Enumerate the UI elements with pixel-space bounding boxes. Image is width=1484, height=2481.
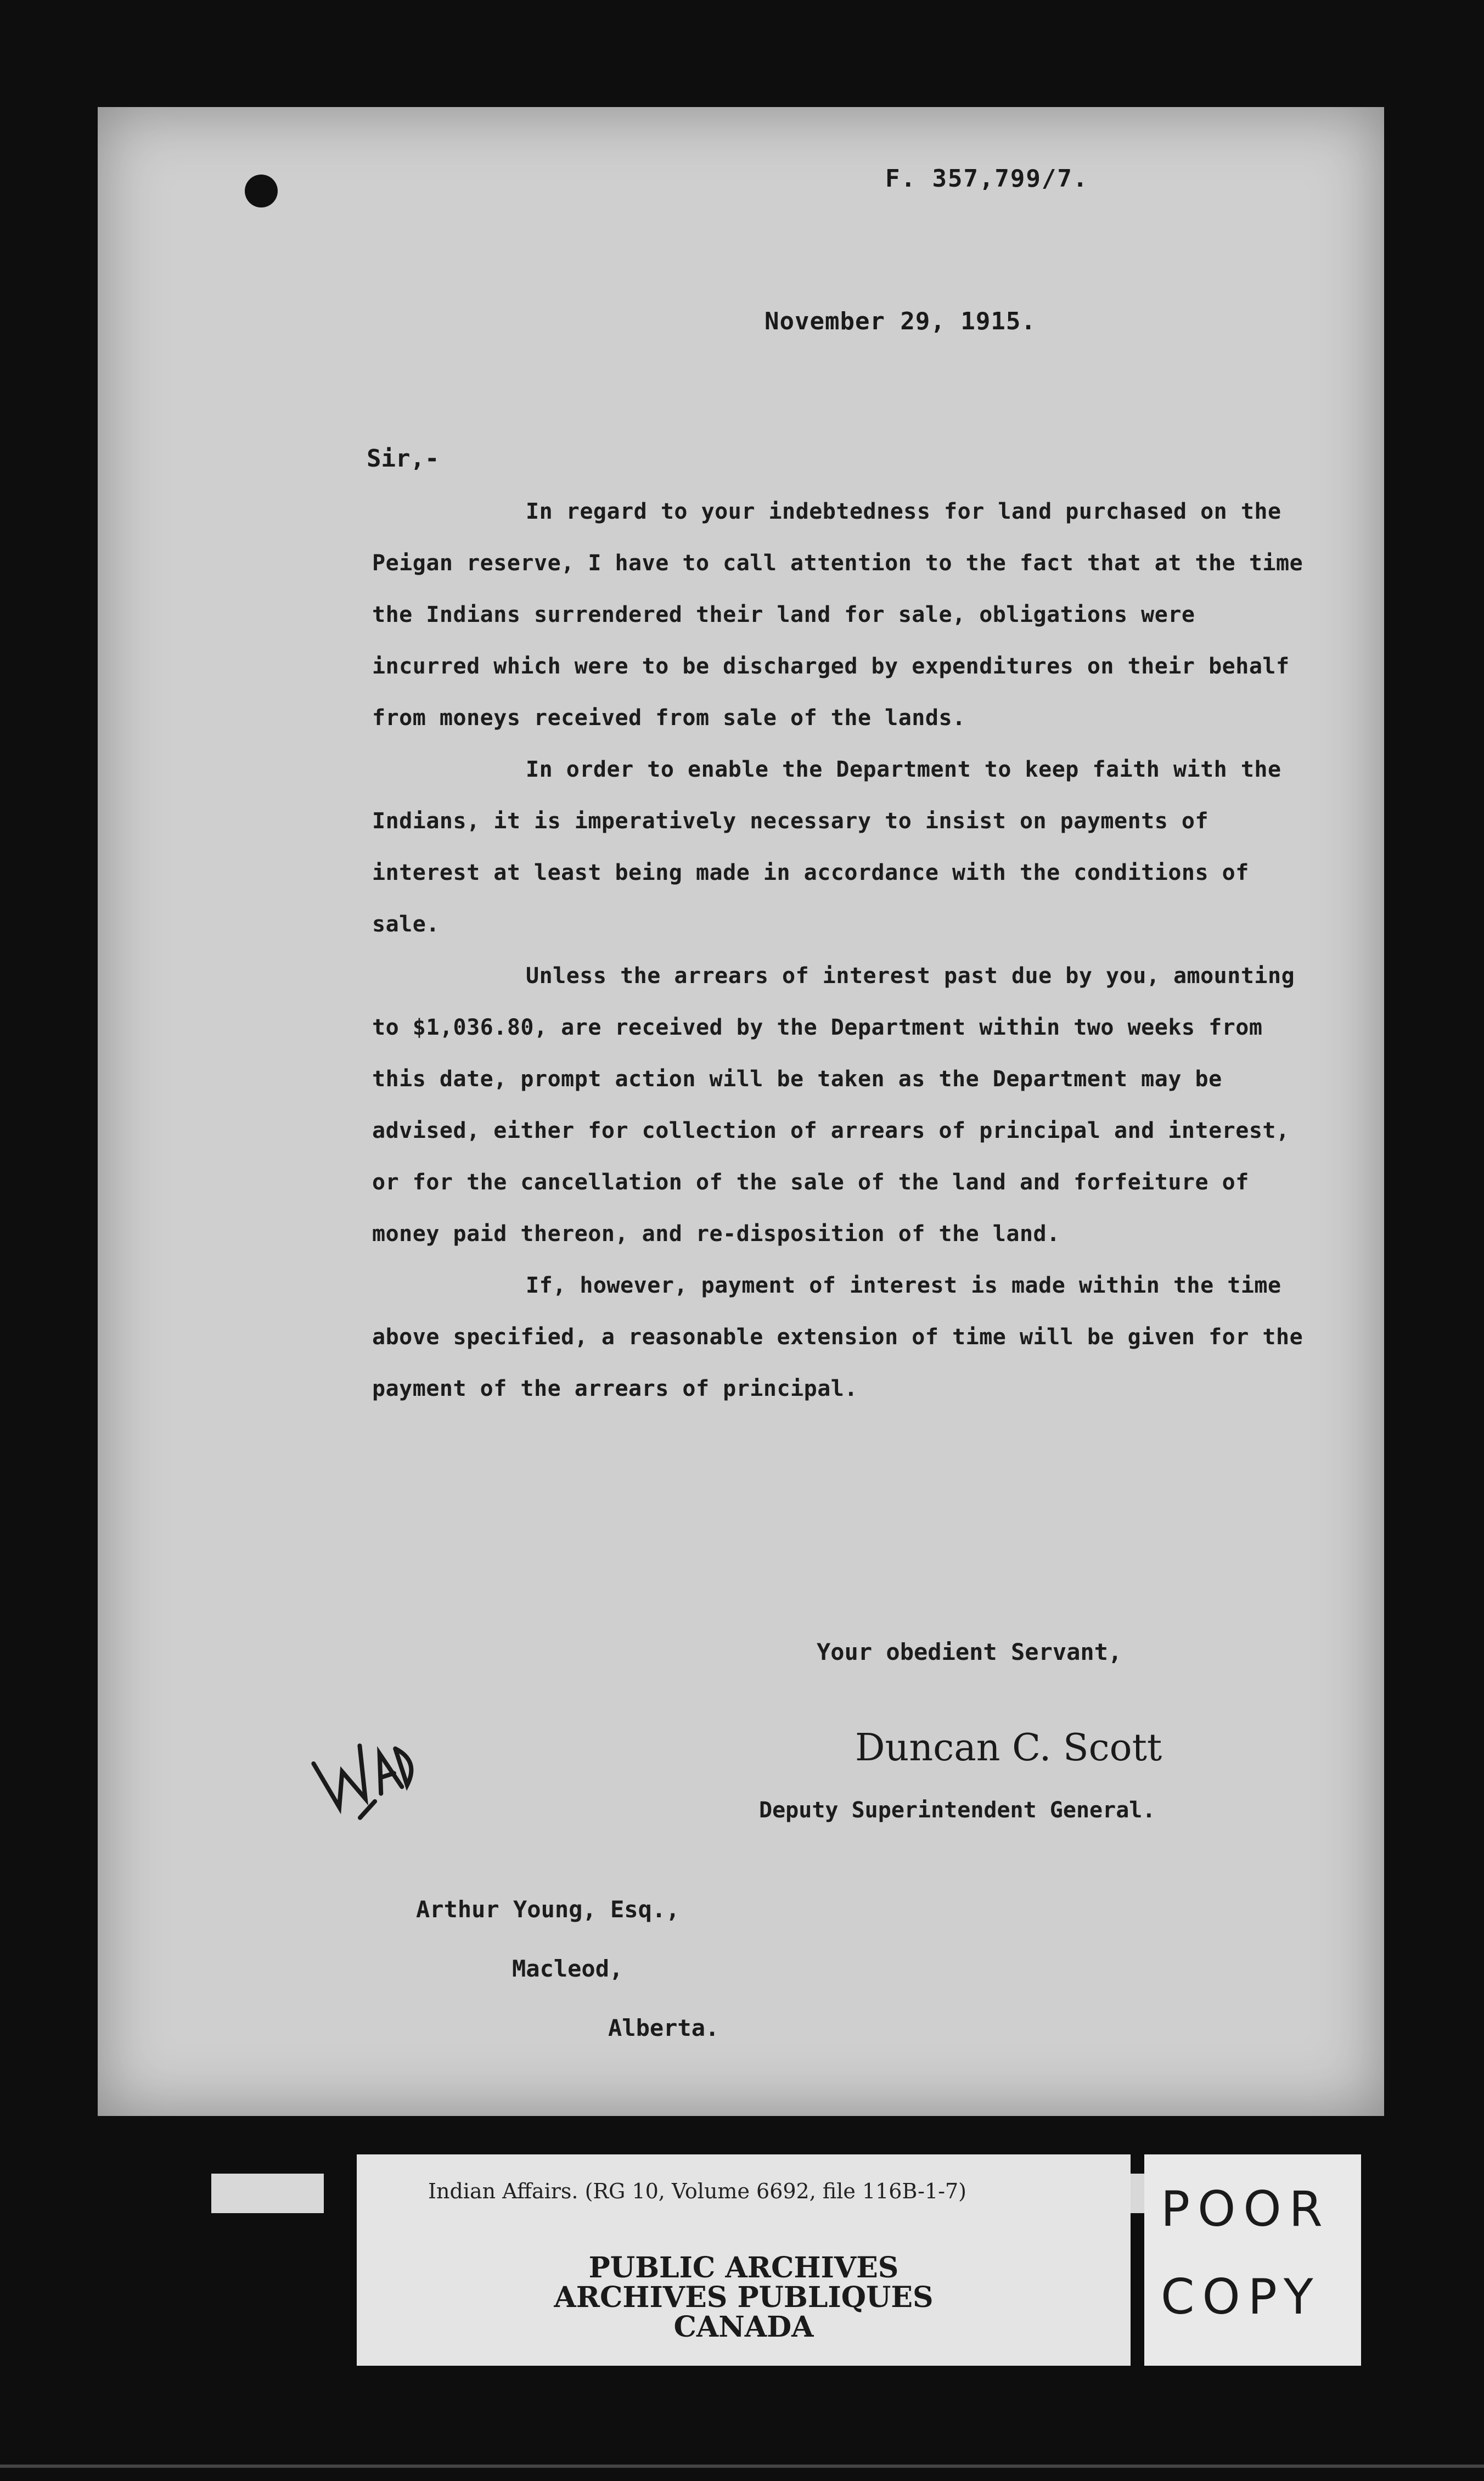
addressee-block bbox=[416, 1880, 719, 2058]
quality-note-line-1: POOR bbox=[1161, 2181, 1330, 2237]
signature: Duncan C. Scott bbox=[855, 1726, 1162, 1770]
addressee-town: Macleod, bbox=[512, 1955, 623, 1982]
salutation: Sir,- bbox=[367, 445, 440, 473]
file-reference: F. 357,799/7. bbox=[885, 165, 1089, 193]
quality-note-line-2: COPY bbox=[1161, 2269, 1321, 2325]
addressee-name: Arthur Young, Esq., bbox=[416, 1896, 680, 1923]
film-edge bbox=[0, 2465, 1484, 2468]
letter-sheet bbox=[98, 107, 1384, 2116]
archive-name bbox=[357, 2253, 1131, 2342]
archive-line-1: PUBLIC ARCHIVES bbox=[588, 2251, 899, 2284]
signatory-title: Deputy Superintendent General. bbox=[759, 1798, 1156, 1823]
archive-line-3: CANADA bbox=[673, 2310, 814, 2344]
archive-line-2: ARCHIVES PUBLIQUES bbox=[554, 2281, 934, 2314]
quality-note bbox=[1161, 2165, 1347, 2341]
paragraph-3: Unless the arrears of interest past due by you, amounting to $1,036.80, are received by the Department within two weeks from this date, prompt action will be taken as the Department may be advised, either for collection of arrears of principal and interest, or for the cancellation of the sale of the land and forfeiture of money paid thereon, and re-disposition of the land. bbox=[372, 963, 1295, 1247]
closing: Your obedient Servant, bbox=[817, 1638, 1122, 1665]
paragraph-4: If, however, payment of interest is made within the time above specified, a reasonable extension of time will be given for the payment of the arrears of principal. bbox=[372, 1273, 1303, 1401]
paragraph-1: In regard to your indebtedness for land purchased on the Peigan reserve, I have to call attention to the fact that at the time the Indians surrendered their land for sale, obligations were incurred which were to be discharged by expenditures on their behalf from moneys received from sale of the lands. bbox=[372, 499, 1303, 731]
letter-body bbox=[372, 486, 1305, 1414]
letter-date: November 29, 1915. bbox=[765, 307, 1036, 335]
archive-reference: Indian Affairs. (RG 10, Volume 6692, file 116B-1-7) bbox=[428, 2179, 966, 2203]
paragraph-2: In order to enable the Department to keep faith with the Indians, it is imperatively necessary to insist on payments of interest at least being made in accordance with the conditions of sale. bbox=[372, 757, 1281, 937]
handwritten-initials bbox=[298, 1702, 429, 1833]
archive-strip-notch bbox=[324, 2174, 358, 2213]
punch-hole bbox=[245, 175, 278, 207]
addressee-province: Alberta. bbox=[608, 2014, 719, 2041]
